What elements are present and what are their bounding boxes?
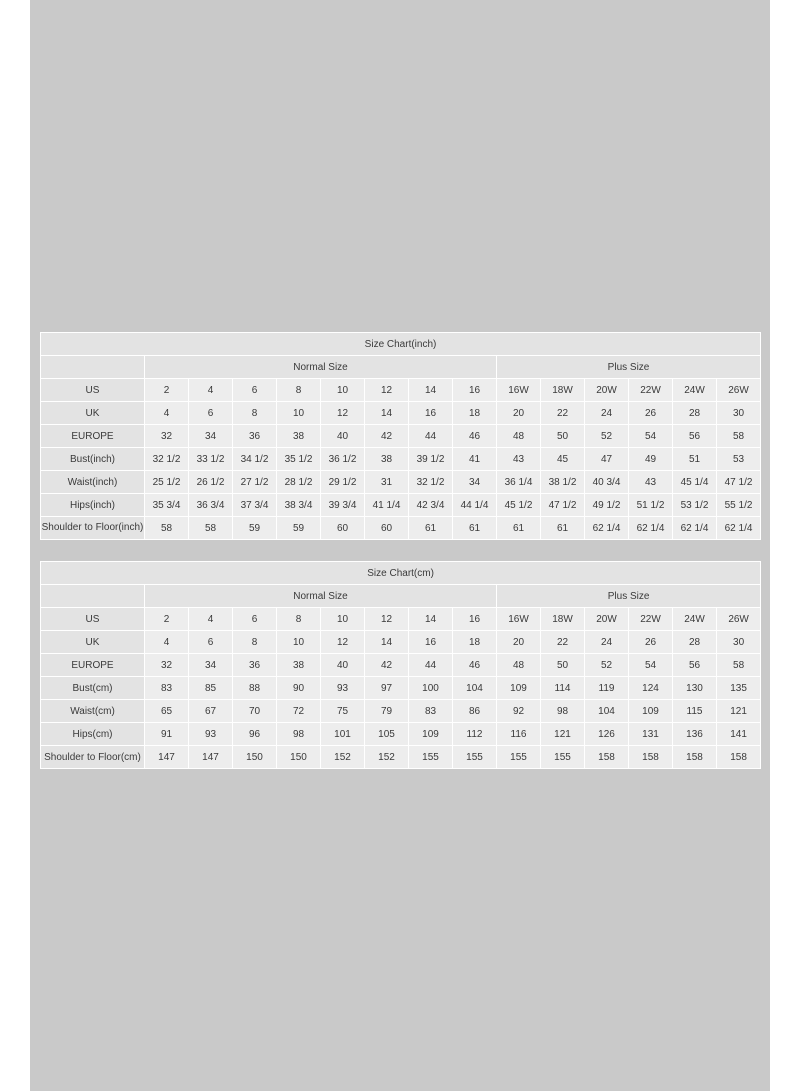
measurement-cell: 32 1/2 — [145, 448, 189, 471]
measurement-cell: 136 — [673, 723, 717, 746]
measurement-cell: 98 — [541, 700, 585, 723]
chart-title: Size Chart(inch) — [41, 333, 761, 356]
measurement-cell: 105 — [365, 723, 409, 746]
measurement-cell: 152 — [321, 746, 365, 769]
measurement-cell: 58 — [717, 425, 761, 448]
measurement-cell: 6 — [233, 379, 277, 402]
measurement-cell: 14 — [365, 631, 409, 654]
measurement-cell: 147 — [145, 746, 189, 769]
size-group-header: Plus Size — [497, 585, 761, 608]
table-row — [41, 379, 761, 402]
measurement-cell: 85 — [189, 677, 233, 700]
measurement-cell: 10 — [277, 402, 321, 425]
measurement-cell: 8 — [277, 608, 321, 631]
measurement-cell: 51 — [673, 448, 717, 471]
size-chart-cm — [40, 561, 760, 769]
table-row — [41, 448, 761, 471]
row-label: Waist(inch) — [41, 471, 145, 494]
measurement-cell: 34 — [189, 654, 233, 677]
chart-title: Size Chart(cm) — [41, 562, 761, 585]
measurement-cell: 8 — [277, 379, 321, 402]
row-label: US — [41, 379, 145, 402]
group-row-spacer — [41, 356, 145, 379]
measurement-cell: 61 — [541, 517, 585, 540]
row-label: EUROPE — [41, 425, 145, 448]
measurement-cell: 75 — [321, 700, 365, 723]
measurement-cell: 20 — [497, 631, 541, 654]
measurement-cell: 141 — [717, 723, 761, 746]
row-label: Bust(cm) — [41, 677, 145, 700]
measurement-cell: 49 1/2 — [585, 494, 629, 517]
measurement-cell: 90 — [277, 677, 321, 700]
measurement-cell: 18 — [453, 402, 497, 425]
table-row — [41, 654, 761, 677]
measurement-cell: 18W — [541, 608, 585, 631]
page-background — [30, 0, 770, 1091]
measurement-cell: 93 — [321, 677, 365, 700]
measurement-cell: 114 — [541, 677, 585, 700]
measurement-cell: 4 — [189, 608, 233, 631]
measurement-cell: 56 — [673, 654, 717, 677]
measurement-cell: 28 — [673, 402, 717, 425]
measurement-cell: 16 — [453, 608, 497, 631]
measurement-cell: 28 — [673, 631, 717, 654]
measurement-cell: 16W — [497, 379, 541, 402]
measurement-cell: 83 — [145, 677, 189, 700]
row-label: Hips(inch) — [41, 494, 145, 517]
measurement-cell: 55 1/2 — [717, 494, 761, 517]
table-row — [41, 608, 761, 631]
measurement-cell: 42 — [365, 425, 409, 448]
row-label: UK — [41, 631, 145, 654]
table-row — [41, 471, 761, 494]
measurement-cell: 158 — [629, 746, 673, 769]
measurement-cell: 22 — [541, 402, 585, 425]
measurement-cell: 45 1/2 — [497, 494, 541, 517]
measurement-cell: 24W — [673, 379, 717, 402]
measurement-cell: 22 — [541, 631, 585, 654]
measurement-cell: 12 — [321, 402, 365, 425]
row-label: Hips(cm) — [41, 723, 145, 746]
measurement-cell: 14 — [365, 402, 409, 425]
measurement-cell: 135 — [717, 677, 761, 700]
measurement-cell: 4 — [145, 631, 189, 654]
measurement-cell: 42 3/4 — [409, 494, 453, 517]
measurement-cell: 62 1/4 — [585, 517, 629, 540]
measurement-cell: 158 — [673, 746, 717, 769]
measurement-cell: 43 — [497, 448, 541, 471]
measurement-cell: 121 — [717, 700, 761, 723]
measurement-cell: 47 1/2 — [717, 471, 761, 494]
measurement-cell: 53 — [717, 448, 761, 471]
measurement-cell: 53 1/2 — [673, 494, 717, 517]
measurement-cell: 35 3/4 — [145, 494, 189, 517]
measurement-cell: 8 — [233, 402, 277, 425]
measurement-cell: 6 — [189, 402, 233, 425]
measurement-cell: 91 — [145, 723, 189, 746]
measurement-cell: 88 — [233, 677, 277, 700]
measurement-cell: 22W — [629, 379, 673, 402]
measurement-cell: 12 — [321, 631, 365, 654]
measurement-cell: 41 1/4 — [365, 494, 409, 517]
measurement-cell: 16 — [453, 379, 497, 402]
measurement-cell: 130 — [673, 677, 717, 700]
measurement-cell: 14 — [409, 379, 453, 402]
measurement-cell: 34 — [189, 425, 233, 448]
measurement-cell: 37 3/4 — [233, 494, 277, 517]
measurement-cell: 104 — [453, 677, 497, 700]
measurement-cell: 26 — [629, 631, 673, 654]
measurement-cell: 61 — [409, 517, 453, 540]
measurement-cell: 47 1/2 — [541, 494, 585, 517]
measurement-cell: 52 — [585, 654, 629, 677]
measurement-cell: 34 1/2 — [233, 448, 277, 471]
measurement-cell: 20W — [585, 379, 629, 402]
measurement-cell: 92 — [497, 700, 541, 723]
measurement-cell: 4 — [145, 402, 189, 425]
measurement-cell: 56 — [673, 425, 717, 448]
measurement-cell: 24 — [585, 402, 629, 425]
size-group-header: Plus Size — [497, 356, 761, 379]
measurement-cell: 48 — [497, 425, 541, 448]
table-row — [41, 746, 761, 769]
measurement-cell: 35 1/2 — [277, 448, 321, 471]
measurement-cell: 6 — [233, 608, 277, 631]
measurement-cell: 109 — [497, 677, 541, 700]
measurement-cell: 93 — [189, 723, 233, 746]
measurement-cell: 26 — [629, 402, 673, 425]
measurement-cell: 30 — [717, 402, 761, 425]
measurement-cell: 155 — [453, 746, 497, 769]
measurement-cell: 45 1/4 — [673, 471, 717, 494]
measurement-cell: 96 — [233, 723, 277, 746]
measurement-cell: 32 — [145, 654, 189, 677]
measurement-cell: 8 — [233, 631, 277, 654]
measurement-cell: 79 — [365, 700, 409, 723]
measurement-cell: 2 — [145, 379, 189, 402]
measurement-cell: 38 1/2 — [541, 471, 585, 494]
chart-group-row — [41, 585, 761, 608]
measurement-cell: 131 — [629, 723, 673, 746]
row-label: EUROPE — [41, 654, 145, 677]
chart-group-row — [41, 356, 761, 379]
measurement-cell: 12 — [365, 608, 409, 631]
measurement-cell: 155 — [409, 746, 453, 769]
measurement-cell: 158 — [717, 746, 761, 769]
measurement-cell: 61 — [453, 517, 497, 540]
measurement-cell: 72 — [277, 700, 321, 723]
measurement-cell: 58 — [717, 654, 761, 677]
measurement-cell: 16 — [409, 631, 453, 654]
measurement-cell: 24W — [673, 608, 717, 631]
measurement-cell: 46 — [453, 654, 497, 677]
row-label: Bust(inch) — [41, 448, 145, 471]
table-row — [41, 425, 761, 448]
measurement-cell: 10 — [321, 608, 365, 631]
size-chart-table — [40, 332, 761, 540]
measurement-cell: 20W — [585, 608, 629, 631]
group-row-spacer — [41, 585, 145, 608]
measurement-cell: 155 — [497, 746, 541, 769]
measurement-cell: 147 — [189, 746, 233, 769]
measurement-cell: 32 1/2 — [409, 471, 453, 494]
measurement-cell: 116 — [497, 723, 541, 746]
measurement-cell: 98 — [277, 723, 321, 746]
measurement-cell: 34 — [453, 471, 497, 494]
measurement-cell: 126 — [585, 723, 629, 746]
measurement-cell: 36 1/2 — [321, 448, 365, 471]
measurement-cell: 104 — [585, 700, 629, 723]
measurement-cell: 109 — [409, 723, 453, 746]
measurement-cell: 45 — [541, 448, 585, 471]
table-row — [41, 723, 761, 746]
measurement-cell: 58 — [145, 517, 189, 540]
measurement-cell: 38 — [277, 425, 321, 448]
measurement-cell: 47 — [585, 448, 629, 471]
measurement-cell: 112 — [453, 723, 497, 746]
measurement-cell: 155 — [541, 746, 585, 769]
measurement-cell: 10 — [321, 379, 365, 402]
measurement-cell: 31 — [365, 471, 409, 494]
measurement-cell: 41 — [453, 448, 497, 471]
measurement-cell: 39 1/2 — [409, 448, 453, 471]
measurement-cell: 48 — [497, 654, 541, 677]
table-row — [41, 402, 761, 425]
measurement-cell: 16W — [497, 608, 541, 631]
measurement-cell: 14 — [409, 608, 453, 631]
chart-title-row — [41, 333, 761, 356]
measurement-cell: 42 — [365, 654, 409, 677]
measurement-cell: 30 — [717, 631, 761, 654]
measurement-cell: 44 — [409, 425, 453, 448]
measurement-cell: 24 — [585, 631, 629, 654]
measurement-cell: 121 — [541, 723, 585, 746]
measurement-cell: 158 — [585, 746, 629, 769]
measurement-cell: 124 — [629, 677, 673, 700]
measurement-cell: 32 — [145, 425, 189, 448]
measurement-cell: 70 — [233, 700, 277, 723]
size-chart-inch — [40, 332, 760, 540]
measurement-cell: 50 — [541, 654, 585, 677]
measurement-cell: 43 — [629, 471, 673, 494]
measurement-cell: 26W — [717, 608, 761, 631]
measurement-cell: 29 1/2 — [321, 471, 365, 494]
measurement-cell: 40 3/4 — [585, 471, 629, 494]
measurement-cell: 86 — [453, 700, 497, 723]
size-chart-table — [40, 561, 761, 769]
measurement-cell: 58 — [189, 517, 233, 540]
measurement-cell: 115 — [673, 700, 717, 723]
measurement-cell: 10 — [277, 631, 321, 654]
measurement-cell: 51 1/2 — [629, 494, 673, 517]
measurement-cell: 83 — [409, 700, 453, 723]
measurement-cell: 62 1/4 — [629, 517, 673, 540]
measurement-cell: 61 — [497, 517, 541, 540]
measurement-cell: 97 — [365, 677, 409, 700]
measurement-cell: 54 — [629, 425, 673, 448]
measurement-cell: 6 — [189, 631, 233, 654]
measurement-cell: 44 1/4 — [453, 494, 497, 517]
measurement-cell: 36 1/4 — [497, 471, 541, 494]
table-row — [41, 631, 761, 654]
measurement-cell: 26W — [717, 379, 761, 402]
measurement-cell: 119 — [585, 677, 629, 700]
measurement-cell: 67 — [189, 700, 233, 723]
measurement-cell: 101 — [321, 723, 365, 746]
table-row — [41, 677, 761, 700]
table-row — [41, 494, 761, 517]
measurement-cell: 44 — [409, 654, 453, 677]
measurement-cell: 46 — [453, 425, 497, 448]
measurement-cell: 28 1/2 — [277, 471, 321, 494]
measurement-cell: 49 — [629, 448, 673, 471]
measurement-cell: 150 — [233, 746, 277, 769]
measurement-cell: 26 1/2 — [189, 471, 233, 494]
measurement-cell: 62 1/4 — [717, 517, 761, 540]
measurement-cell: 20 — [497, 402, 541, 425]
measurement-cell: 50 — [541, 425, 585, 448]
row-label: Shoulder to Floor(inch) — [41, 517, 145, 540]
measurement-cell: 18W — [541, 379, 585, 402]
measurement-cell: 52 — [585, 425, 629, 448]
measurement-cell: 16 — [409, 402, 453, 425]
size-group-header: Normal Size — [145, 356, 497, 379]
measurement-cell: 60 — [365, 517, 409, 540]
chart-title-row — [41, 562, 761, 585]
measurement-cell: 152 — [365, 746, 409, 769]
measurement-cell: 60 — [321, 517, 365, 540]
measurement-cell: 25 1/2 — [145, 471, 189, 494]
measurement-cell: 36 — [233, 654, 277, 677]
measurement-cell: 62 1/4 — [673, 517, 717, 540]
measurement-cell: 38 3/4 — [277, 494, 321, 517]
row-label: Waist(cm) — [41, 700, 145, 723]
measurement-cell: 59 — [277, 517, 321, 540]
table-row — [41, 517, 761, 540]
measurement-cell: 150 — [277, 746, 321, 769]
measurement-cell: 38 — [277, 654, 321, 677]
measurement-cell: 40 — [321, 425, 365, 448]
measurement-cell: 109 — [629, 700, 673, 723]
measurement-cell: 38 — [365, 448, 409, 471]
row-label: UK — [41, 402, 145, 425]
measurement-cell: 54 — [629, 654, 673, 677]
measurement-cell: 18 — [453, 631, 497, 654]
measurement-cell: 12 — [365, 379, 409, 402]
measurement-cell: 4 — [189, 379, 233, 402]
size-group-header: Normal Size — [145, 585, 497, 608]
table-row — [41, 700, 761, 723]
measurement-cell: 100 — [409, 677, 453, 700]
row-label: US — [41, 608, 145, 631]
measurement-cell: 2 — [145, 608, 189, 631]
measurement-cell: 27 1/2 — [233, 471, 277, 494]
measurement-cell: 36 — [233, 425, 277, 448]
measurement-cell: 40 — [321, 654, 365, 677]
measurement-cell: 39 3/4 — [321, 494, 365, 517]
measurement-cell: 36 3/4 — [189, 494, 233, 517]
row-label: Shoulder to Floor(cm) — [41, 746, 145, 769]
measurement-cell: 22W — [629, 608, 673, 631]
measurement-cell: 33 1/2 — [189, 448, 233, 471]
measurement-cell: 59 — [233, 517, 277, 540]
measurement-cell: 65 — [145, 700, 189, 723]
